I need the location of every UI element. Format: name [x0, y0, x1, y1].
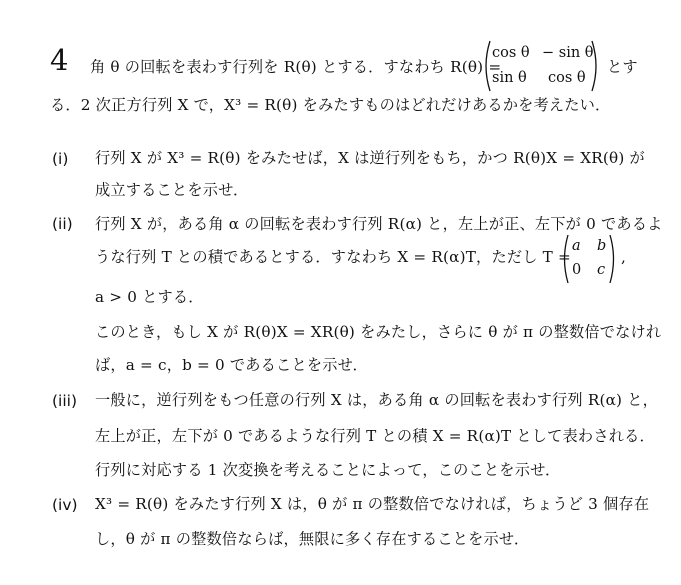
t-matrix-a22: c [597, 262, 606, 278]
t-matrix-brackets [561, 233, 617, 285]
item-ii-line-1: 行列 X が，ある角 α の回転を表わす行列 R(α) と，左上が正、左下が 0 であるよ [95, 215, 663, 233]
item-i-line-1: 行列 X が X³ = R(θ) をみたせば，X は逆行列をもち，かつ R(θ)X = XR(θ) が [95, 149, 645, 167]
rotation-matrix-a22: cos θ [548, 70, 586, 86]
item-iv-line-1: X³ = R(θ) をみたす行列 X は，θ が π の整数倍でなければ，ちょうど 3 個存在 [95, 495, 650, 513]
t-matrix-a21: 0 [572, 262, 582, 278]
item-iii-line-1: 一般に，逆行列をもつ任意の行列 X は，ある角 α の回転を表わす行列 R(α) と， [95, 391, 658, 409]
t-matrix [561, 233, 617, 285]
intro-line-2: る．2 次正方行列 X で，X³ = R(θ) をみたすものはどれだけあるかを考えたい． [50, 96, 611, 114]
item-ii-line-4: このとき，もし X が R(θ)X = XR(θ) をみたし，さらに θ が π の整数倍でなけれ [95, 323, 662, 341]
item-ii-line-3: a > 0 とする． [95, 288, 204, 306]
item-ii-line-2-tail: , [621, 248, 627, 266]
item-label-iii: (iii) [52, 392, 78, 410]
item-label-ii: (ii) [52, 215, 73, 233]
intro-line-1-tail: とす [607, 58, 638, 76]
item-ii-line-5: ば，a = c，b = 0 であることを示せ． [95, 356, 368, 374]
item-label-iv: (iv) [52, 496, 78, 514]
item-label-i: (i) [52, 150, 69, 168]
rotation-matrix [482, 39, 600, 93]
problem-number: 4 [50, 43, 69, 77]
item-ii-line-2: うな行列 T との積であるとする．すなわち X = R(α)T，ただし T = [95, 248, 571, 266]
item-iii-line-2: 左上が正，左下が 0 であるような行列 T との積 X = R(α)T として表わされる． [95, 427, 655, 445]
item-iv-line-2: し，θ が π の整数倍ならば，無限に多く存在することを示せ． [95, 530, 530, 548]
rotation-matrix-a11: cos θ [492, 45, 530, 61]
rotation-matrix-a21: sin θ [492, 70, 527, 86]
intro-line-1: 角 θ の回転を表わす行列を R(θ) とする．すなわち R(θ) = [90, 58, 502, 76]
t-matrix-a12: b [597, 238, 607, 254]
t-matrix-a11: a [572, 238, 581, 254]
item-iii-line-3: 行列に対応する 1 次変換を考えることによって，このことを示せ． [95, 461, 561, 479]
item-i-line-2: 成立することを示せ． [95, 181, 249, 199]
rotation-matrix-a12: − sin θ [542, 45, 594, 61]
